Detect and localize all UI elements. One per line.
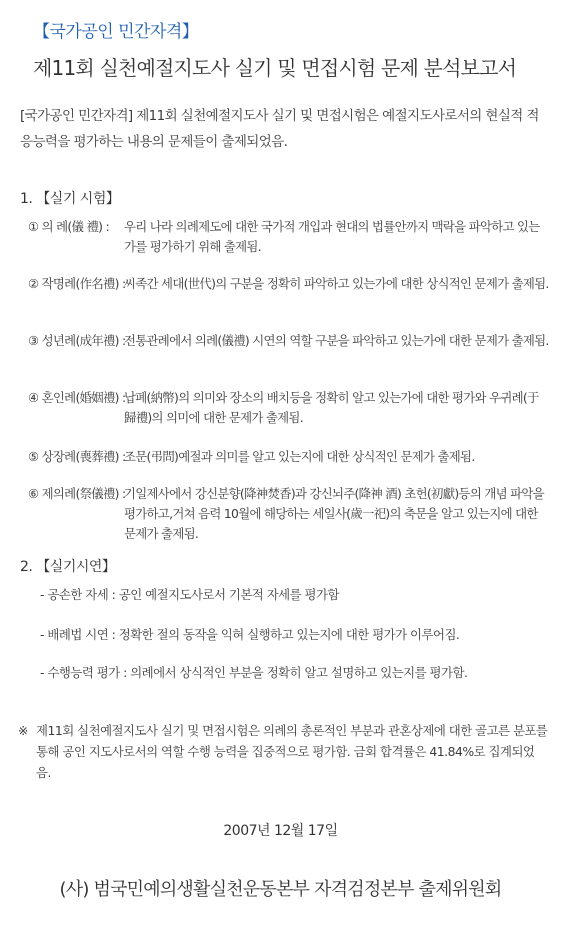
exam-item-desc: 우리 나라 의례제도에 대한 국가적 개입과 현대의 법률안까지 맥락을 파악하고 있는가를 평가하기 위해 출제됨. — [124, 219, 540, 254]
demo-item-posture: - 공손한 자세 : 공인 예절지도사로서 기본적 자세를 평가함 — [40, 587, 339, 602]
exam-item-desc: 전통관례에서 의례(儀禮) 시연의 역할 구분을 파악하고 있는가에 대한 문제가 출제됨. — [124, 333, 549, 348]
exam-item-label: ③ 성년례(成年禮) : — [28, 333, 126, 348]
exam-item-label: ④ 혼인례(婚姻禮) : — [28, 390, 126, 405]
intro-paragraph: [국가공인 민간자격] 제11회 실천예절지도사 실기 및 면접시험은 예절지도사로서의 현실적 적응능력을 평가하는 내용의 문제들이 출제되었음. — [20, 108, 539, 150]
note-text: 제11회 실천예절지도사 실기 및 면접시험은 의례의 총론적인 부분과 관혼상제에 대한 골고른 분포를 통해 공인 지도사로서의 역할 수행 능력을 집중적으로 평가함. 금회 합격률은 41.84%로 집계되었음. — [36, 723, 548, 780]
report-date: 2007년 12월 17일 — [223, 823, 338, 839]
note-mark: ※ — [18, 723, 28, 738]
exam-item-naming — [28, 274, 550, 294]
exam-item-desc: 기일제사에서 강신분향(降神焚香)과 강신뇌주(降神 酒) 초헌(初獻)등의 개념 파악을 평가하고,거쳐 음력 10월에 해당하는 세일사(歲一祀)의 축문을 알고 있는지에 대한 문제가 출제됨. — [124, 486, 544, 541]
exam-item-ancestral-rite — [28, 484, 550, 544]
summary-note — [18, 720, 548, 783]
report-title: 제11회 실천예절지도사 실기 및 면접시험 문제 분석보고서 — [33, 56, 517, 80]
exam-item-label: ⑤ 상장례(喪葬禮) : — [28, 449, 126, 464]
demo-item-performance: - 수행능력 평가 : 의례에서 상식적인 부분을 정확히 알고 설명하고 있는지를 평가함. — [40, 665, 468, 680]
exam-item-desc: 납폐(納幣)의 의미와 장소의 배치등을 정확히 알고 있는가에 대한 평가와 우귀례(于歸禮)의 의미에 대한 문제가 출제됨. — [124, 390, 539, 425]
issuing-organization: (사) 범국민예의생활실천운동본부 자격검정본부 출제위원회 — [59, 879, 502, 900]
certification-tag: 【국가공인 민간자격】 — [33, 22, 199, 42]
exam-item-label: ⑥ 제의례(祭儀禮) : — [28, 486, 126, 501]
exam-item-coming-of-age — [28, 331, 550, 351]
exam-item-ritual — [28, 217, 550, 257]
exam-item-desc: 씨족간 세대(世代)의 구분을 정확히 파악하고 있는가에 대한 상식적인 문제가 출제됨. — [124, 276, 549, 291]
section-heading-practical-exam: 1. 【실기 시험】 — [20, 191, 120, 207]
section-heading-practical-demo: 2. 【실기시연】 — [20, 559, 116, 575]
exam-item-desc: 조문(弔問)예절과 의미를 알고 있는지에 대한 상식적인 문제가 출제됨. — [124, 449, 475, 464]
demo-item-bowing: - 배례법 시연 : 정확한 절의 동작을 익혀 실행하고 있는지에 대한 평가가 이루어짐. — [40, 627, 460, 642]
exam-item-label: ② 작명례(作名禮) : — [28, 276, 126, 291]
exam-item-label: ① 의 례(儀 禮) : — [28, 219, 110, 234]
exam-item-funeral — [28, 447, 550, 467]
exam-item-wedding — [28, 388, 550, 428]
